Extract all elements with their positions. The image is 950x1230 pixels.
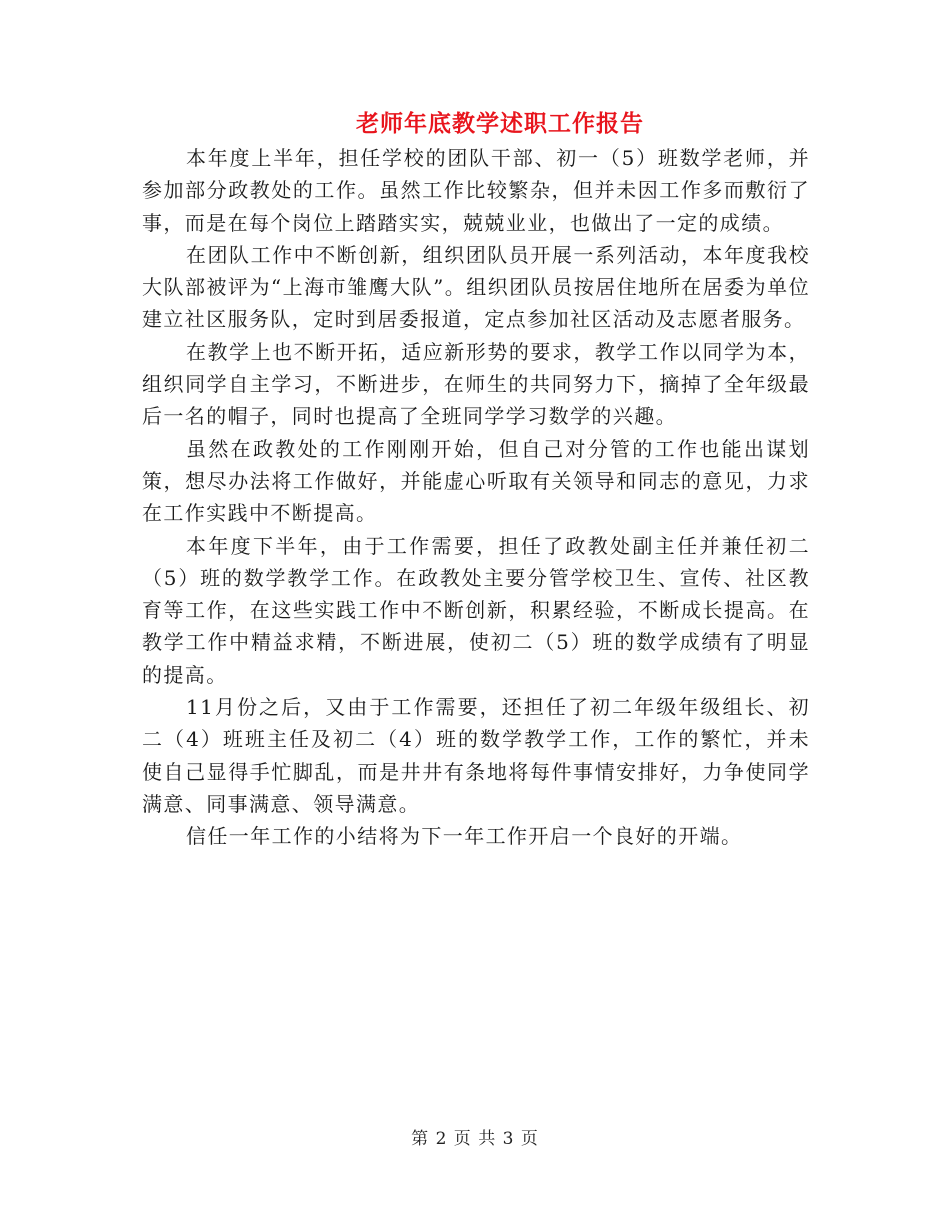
page-footer — [0, 1124, 950, 1149]
page-number-label: 第 2 页 共 3 页 — [411, 1129, 539, 1149]
paragraph-6: 11月份之后，又由于工作需要，还担任了初二年级年级组长、初二（4）班班主任及初二（4）班的数学教学工作，工作的繁忙，并未使自己显得手忙脚乱，而是井井有条地将每件事情安排好，力争使同学满意、同事满意、领导满意。 — [142, 695, 810, 816]
paragraph-2: 在团队工作中不断创新，组织团队员开展一系列活动，本年度我校大队部被评为“上海市雏鹰大队”。组织团队员按居住地所在居委为单位建立社区服务队，定时到居委报道，定点参加社区活动及志愿者服务。 — [142, 242, 810, 332]
paragraph-4: 虽然在政教处的工作刚刚开始，但自己对分管的工作也能出谋划策，想尽办法将工作做好，并能虚心听取有关领导和同志的意见，力求在工作实践中不断提高。 — [142, 436, 810, 526]
document-title: 老师年底教学述职工作报告 — [356, 110, 644, 137]
paragraph-7: 信任一年工作的小结将为下一年工作开启一个良好的开端。 — [186, 824, 743, 849]
paragraph-1: 本年度上半年，担任学校的团队干部、初一（5）班数学老师，并参加部分政教处的工作。虽然工作比较繁杂，但并未因工作多而敷衍了事，而是在每个岗位上踏踏实实，兢兢业业，也做出了一定的成绩。 — [142, 146, 810, 235]
document-body — [142, 142, 810, 853]
paragraph-3: 在教学上也不断开拓，适应新形势的要求，教学工作以同学为本，组织同学自主学习，不断进步，在师生的共同努力下，摘掉了全年级最后一名的帽子，同时也提高了全班同学学习数学的兴趣。 — [142, 339, 810, 429]
paragraph-5: 本年度下半年，由于工作需要，担任了政教处副主任并兼任初二（5）班的数学教学工作。在政教处主要分管学校卫生、宣传、社区教育等工作，在这些实践工作中不断创新，积累经验，不断成长提高。在教学工作中精益求精，不断进展，使初二（5）班的数学成绩有了明显的提高。 — [142, 533, 810, 687]
